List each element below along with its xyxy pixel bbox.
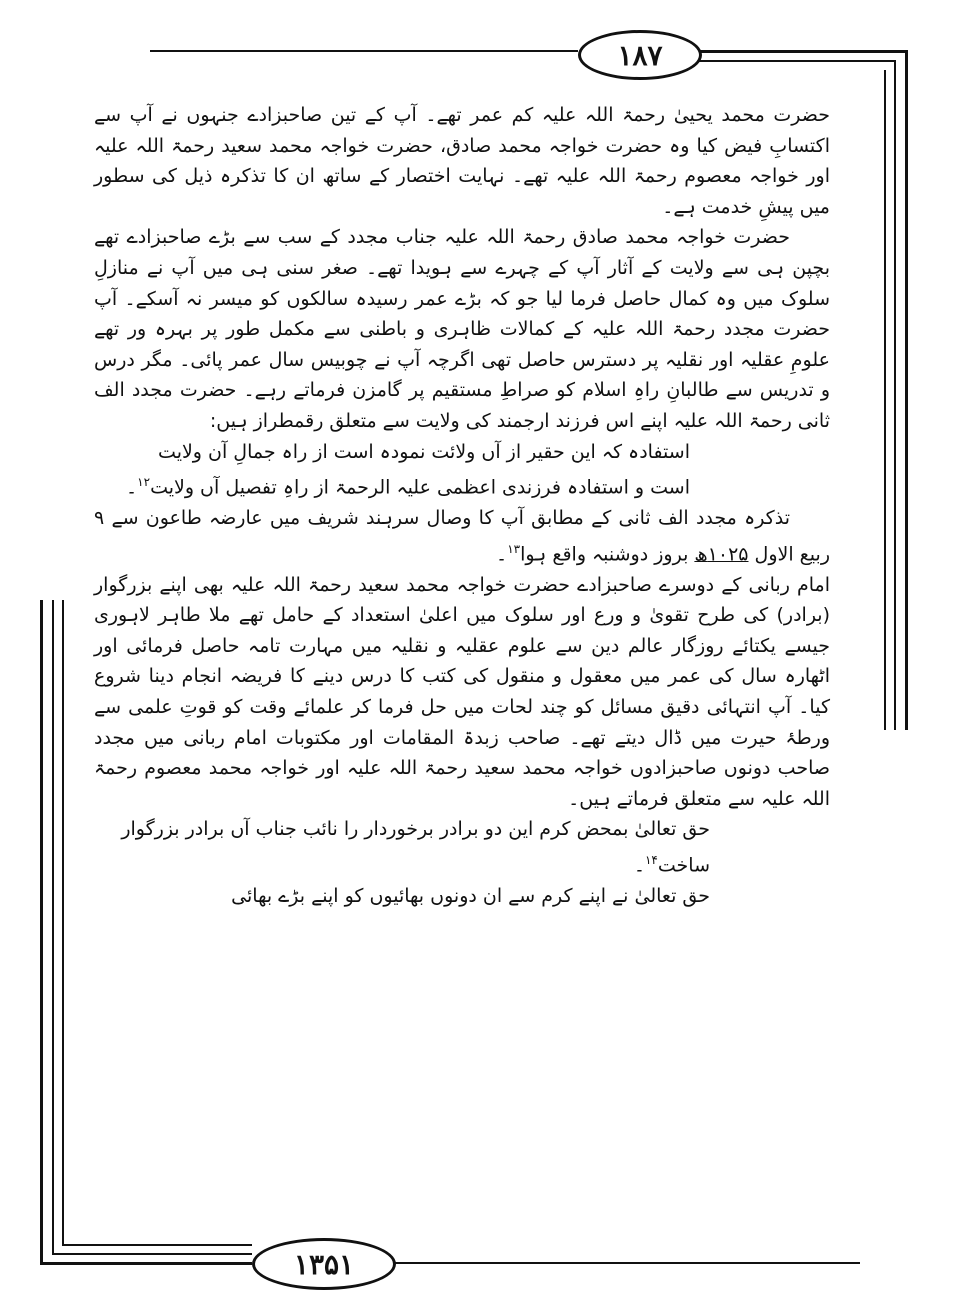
footnote-ref-12: ۱۲ [137,475,151,490]
persian-quote-1-line-1: استفادہ کہ این حقیر از آں ولائت نمودہ است از راہ جمالِ آن ولایت [158,440,690,463]
frame-left-line-1 [40,600,43,1265]
bottom-page-number: ۱۳۵۱ [252,1238,396,1290]
frame-bottom-line-2 [52,1253,252,1255]
top-page-number: ۱۸۷ [578,30,702,80]
persian-quote-2-line-2: ساخت$^{۱۴}$۔ [633,852,710,877]
footnote-ref-14: ۱۴ [644,852,658,867]
paragraph-1: حضرت محمد یحییٰ رحمۃ اللہ علیہ کم عمر تھے۔ آپ کے تین صاحبزادے جنہوں نے آپ سے اکتسابِ فیض کیا وہ حضرت خواجہ محمد صادق، حضرت خواجہ محمد سعید رحمۃ اللہ علیہ اور خواجہ معصوم رحمۃ اللہ علیہ تھے۔ نہایت اختصار کے ساتھ ان کا تذکرہ ذیل کی سطور میں پیشِ خدمت ہے۔ [94,104,830,218]
persian-quote-1-line-2-text: است و استفادہ فرزندی اعظمی علیہ الرحمۃ از راہِ تفصیل آں ولایت [150,476,690,499]
frame-right-line-1 [905,50,908,730]
frame-bottom-line-3 [62,1244,252,1246]
frame-left-line-2 [52,600,54,1255]
frame-top-line-1 [696,50,906,53]
death-date: ۱۰۲۵ھ [694,542,749,565]
paragraph-2: حضرت خواجہ محمد صادق رحمۃ اللہ علیہ جناب مجدد کے سب سے بڑے صاحبزادے تھے بچپن ہی سے ولایت کے آثار آپ کے چہرے سے ہویدا تھے۔ صغر سنی ہی میں آپ نے منازلِ سلوک میں وہ کمال حاصل فرما لیا جو کہ بڑے عمر رسیدہ سالکوں کو میسر نہ آسکے۔ آپ حضرت مجدد رحمۃ اللہ علیہ کے کمالات ظاہری و باطنی سے مکمل طور پر بہرہ ور تھے علومِ عقلیہ اور نقلیہ پر دسترس حاصل تھی اگرچہ آپ نے چوبیس سال عمر پائی۔ مگر درس و تدریس سے طالبانِ راہِ اسلام کو صراطِ مستقیم پر گامزن فرماتے رہے۔ حضرت مجدد الف ثانی رحمۃ اللہ علیہ اپنے اس فرزند ارجمند کی ولایت سے متعلق رقمطراز ہیں: [94,226,830,432]
frame-top-line-2 [696,60,896,62]
persian-quote-1-line-2: است و استفادہ فرزندی اعظمی علیہ الرحمۃ از راہِ تفصیل آں ولایت$^{۱۲}$۔ [126,475,690,499]
frame-left-line-3 [62,600,64,1245]
paragraph-4: امام ربانی کے دوسرے صاحبزادے حضرت خواجہ محمد سعید رحمۃ اللہ علیہ بھی اپنے بزرگوار (برادر) کی طرح تقویٰ و ورع اور سلوک میں اعلیٰ استعداد کے حامل تھے ملا طاہر لاہوری جیسے یکتائے روزگار عالم دین سے علوم عقلیہ و نقلیہ میں مہارت تامہ حاصل فرمائی اور اٹھارہ سال کی عمر میں معقول و منقول کی کتب کا درس دینے کا فریضہ انجام دینا شروع کیا۔ آپ انتہائی دقیق مسائل کو چند لحات میں حل فرما کر علمائے وقت کو قوتِ علمی سے ورطۂ حیرت میں ڈال دیتے تھے۔ صاحب زبدۃ المقامات اور مکتوبات امام ربانی میں مجدد صاحب دونوں صاحبزادوں خواجہ محمد سعید رحمۃ اللہ علیہ اور خواجہ محمد معصوم رحمۃ اللہ علیہ سے متعلق فرماتے ہیں۔ [94,573,830,810]
body-text [94,100,830,911]
frame-bottom-line-1 [40,1262,252,1265]
frame-right-line-3 [884,70,886,730]
frame-top-line-left [150,50,578,52]
urdu-translation-line-1: حق تعالیٰ نے اپنے کرم سے ان دونوں بھائیوں کو اپنے بڑے بھائی [231,884,710,907]
footnote-ref-13: ۱۳ [507,541,521,556]
frame-bottom-line-right [390,1262,860,1264]
paragraph-3-tail: بروز دوشنبہ واقع ہوا [520,542,695,565]
paragraph-3-main: تذکرہ مجدد الف ثانی کے مطابق آپ کا وصال سرہند شریف میں عارضہ طاعون سے ۹ ربیع الاول [94,507,830,565]
persian-quote-2-line-2-text: ساخت [657,854,710,877]
frame-right-line-2 [894,60,896,730]
paragraph-3: تذکرہ مجدد الف ثانی کے مطابق آپ کا وصال سرہند شریف میں عارضہ طاعون سے ۹ ربیع الاول ۱۰۲۵ھ بروز دوشنبہ واقع ہوا$^{۱۳}$۔ [94,507,830,565]
persian-quote-2-line-1: حق تعالیٰ بمحض کرم این دو برادر برخوردار را نائب جناب آں برادر بزرگوار [121,818,710,841]
